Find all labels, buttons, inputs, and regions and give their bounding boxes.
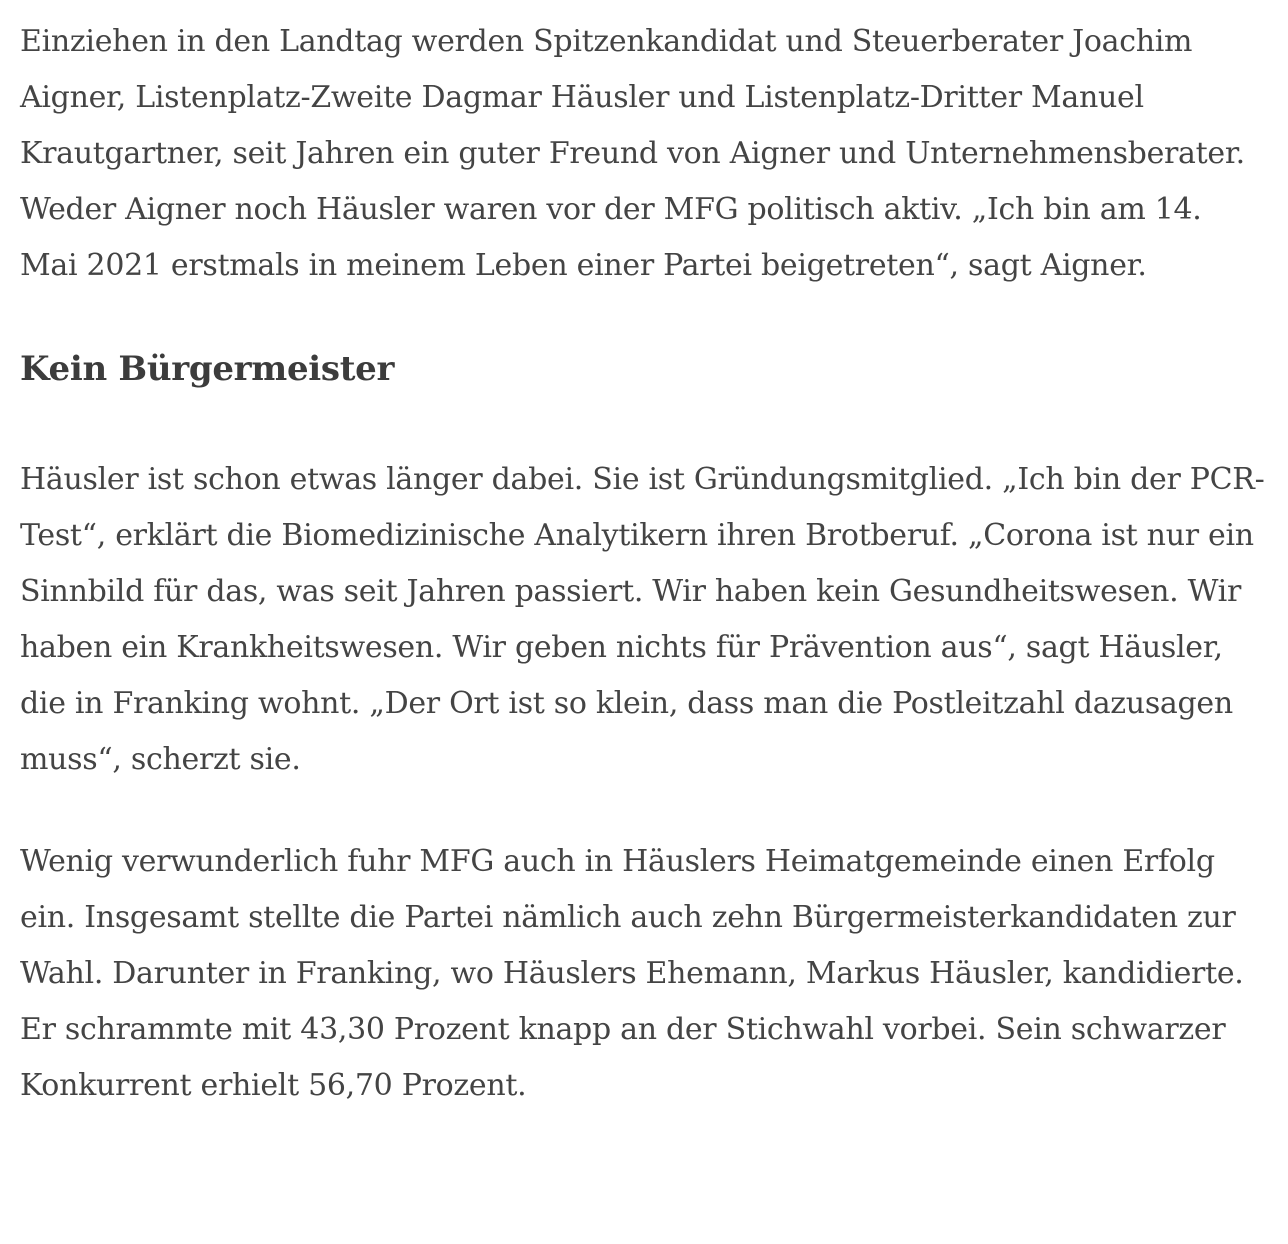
article-paragraph-3: Wenig verwunderlich fuhr MFG auch in Häuslers Heimatgemeinde einen Erfolg ein. Insgesamt stellte die Partei nämlich auch zehn Bürgermeisterkandidaten zur Wahl. Darunter in Franking, wo Häuslers Ehemann, Markus Häusler, kandidierte. Er schrammte mit 43,30 Prozent knapp an der Stichwahl vorbei. Sein schwarzer Konkurrent erhielt 56,70 Prozent. [20,844,1244,1103]
section-heading: Kein Bürgermeister [20,349,395,389]
article-paragraph-1: Einziehen in den Landtag werden Spitzenkandidat und Steuerberater Joachim Aigner, Listenplatz-Zweite Dagmar Häusler und Listenplatz-Dritter Manuel Krautgartner, seit Jahren ein guter Freund von Aigner und Unternehmensberater. Weder Aigner noch Häusler waren vor der MFG politisch aktiv. „Ich bin am 14. Mai 2021 erstmals in meinem Leben einer Partei beigetreten“, sagt Aigner. [20,24,1245,283]
article-paragraph-2: Häusler ist schon etwas länger dabei. Sie ist Gründungsmitglied. „Ich bin der PCR-Test“, erklärt die Biomedizinische Analytikern ihren Brotberuf. „Corona ist nur ein Sinnbild für das, was seit Jahren passiert. Wir haben kein Gesundheitswesen. Wir haben ein Krankheitswesen. Wir geben nichts für Prävention aus“, sagt Häusler, die in Franking wohnt. „Der Ort ist so klein, dass man die Postleitzahl dazusagen muss“, scherzt sie. [20,462,1265,777]
